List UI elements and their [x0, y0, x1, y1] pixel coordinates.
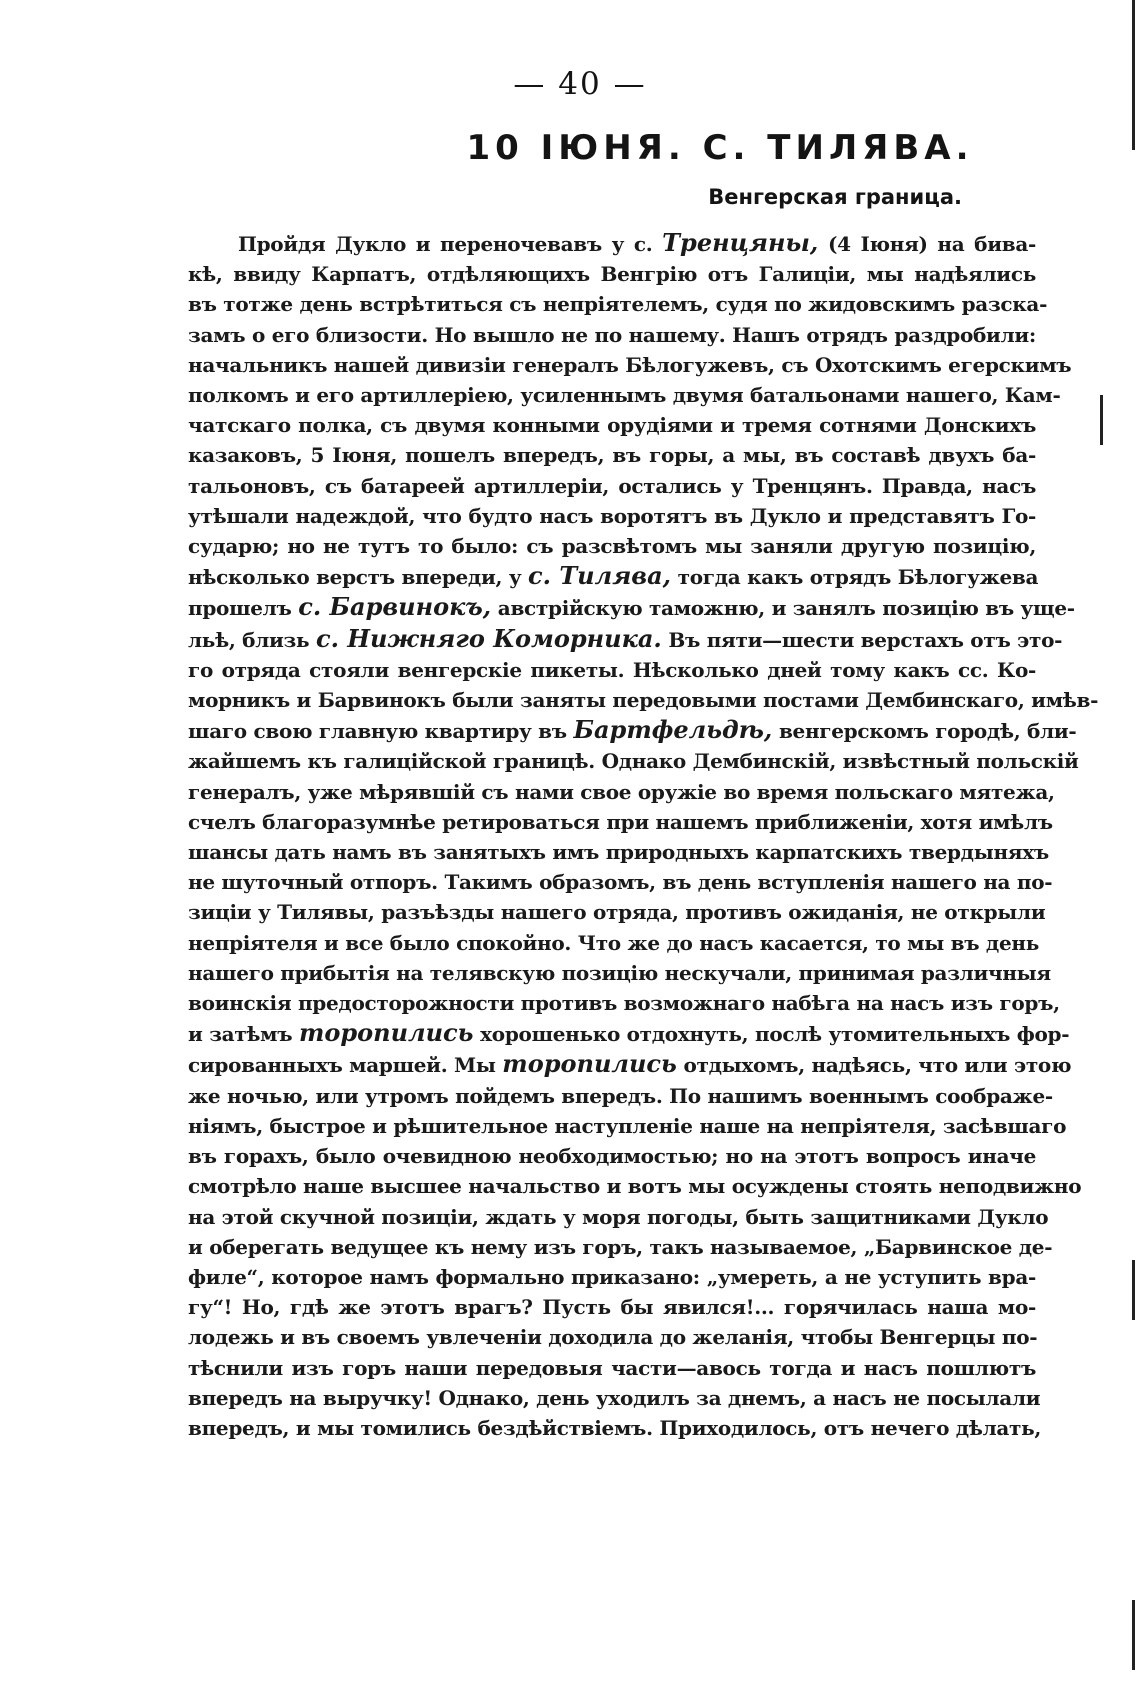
- text-segment: жайшемъ къ галиційской границѣ. Однако Дембинскій, извѣстный польскій: [188, 749, 1079, 774]
- text-segment: льѣ, близь: [188, 627, 316, 652]
- text-line: [188, 1171, 1082, 1201]
- text-line: [188, 1292, 1036, 1322]
- text-line: [188, 228, 1036, 259]
- text-segment: хорошенько отдохнуть, послѣ утомительныхъ фор-: [473, 1022, 1070, 1047]
- text-line: [188, 1202, 1049, 1232]
- text-line: [188, 259, 1036, 289]
- text-segment: го отряда стояли венгерскіе пикеты. Нѣсколько дней тому какъ сс. Ко-: [188, 657, 1036, 682]
- body-text: [188, 228, 1099, 1443]
- text-segment: замъ о его близости. Но вышло не по нашему. Нашъ отрядъ раздробили:: [188, 322, 1036, 347]
- page-number: — 40 —: [513, 66, 647, 102]
- text-line: [188, 1018, 1070, 1049]
- text-line: [188, 777, 1055, 807]
- text-segment: нѣсколько верстъ впереди, у: [188, 565, 528, 590]
- scan-edge-mark: [1132, 1600, 1135, 1670]
- text-line: [188, 1413, 1042, 1443]
- text-line: [188, 807, 1053, 837]
- text-segment: прошелъ: [188, 596, 299, 621]
- text-segment: филе“, которое намъ формально приказано: „умереть, а не уступить вра-: [188, 1264, 1036, 1289]
- text-segment: отдыхомъ, надѣясь, что или этою: [676, 1053, 1072, 1078]
- text-line: [188, 592, 1075, 623]
- text-segment: не шуточный отпоръ. Такимъ образомъ, въ день вступленія нашего на по-: [188, 870, 1053, 895]
- text-line: [188, 988, 1060, 1018]
- text-line: [188, 440, 1036, 470]
- text-line: [188, 380, 1061, 410]
- text-segment: воинскія предосторожности противъ возможнаго набѣга на насъ изъ горъ,: [188, 991, 1060, 1016]
- text-segment: въ горахъ, было очевидною необходимостью; но на этотъ вопросъ иначе: [188, 1144, 1036, 1169]
- text-segment: (4 Іюня) на бива-: [818, 232, 1036, 256]
- chapter-title: 10 ІЮНЯ. С. ТИЛЯВА.: [466, 128, 974, 168]
- italic-text: с. Нижняго Коморника.: [315, 623, 662, 653]
- text-line: [188, 471, 1036, 501]
- text-segment: морникъ и Барвинокъ были заняты передовыми постами Дембинскаго, имѣв-: [188, 688, 1099, 713]
- text-segment: въ тотже день встрѣтиться съ непріятелемъ, судя по жидовскимъ разска-: [188, 292, 1048, 317]
- text-segment: тальоновъ, съ батареей артиллеріи, остались у Тренцянъ. Правда, насъ: [188, 473, 1036, 498]
- text-segment: зиціи у Тилявы, разъѣзды нашего отряда, противъ ожиданія, не открыли: [188, 900, 1046, 925]
- text-segment: на этой скучной позиціи, ждать у моря погоды, быть защитниками Дукло: [188, 1204, 1049, 1229]
- text-line: [188, 746, 1079, 776]
- text-segment: тогда какъ отрядъ Бѣлогужева: [670, 565, 1039, 590]
- text-line: [188, 1232, 1053, 1262]
- text-segment: впередъ на выручку! Однако, день уходилъ за днемъ, а насъ не посылали: [188, 1385, 1041, 1410]
- text-line: [188, 320, 1036, 350]
- text-line: [188, 350, 1072, 380]
- text-line: [188, 1322, 1036, 1352]
- text-segment: утѣшали надеждой, что будто насъ воротятъ въ Дукло и представятъ Го-: [188, 503, 1036, 528]
- text-segment: впередъ, и мы томились бездѣйствіемъ. Приходилось, отъ нечего дѣлать,: [188, 1415, 1042, 1440]
- text-segment: полкомъ и его артиллеріею, усиленнымъ двумя батальонами нашего, Кам-: [188, 383, 1061, 408]
- text-line: [188, 685, 1099, 715]
- italic-text: с. Тилява,: [528, 561, 671, 591]
- text-segment: венгерскомъ городѣ, бли-: [772, 719, 1077, 744]
- text-segment: шаго свою главную квартиру въ: [188, 719, 574, 744]
- italic-text: с. Барвинокъ,: [298, 592, 492, 622]
- text-segment: и оберегать ведущее къ нему изъ горъ, такъ называемое, „Барвинское де-: [188, 1234, 1053, 1259]
- text-line: [188, 1262, 1036, 1292]
- text-segment: австрійскую таможню, и занялъ позицію въ уще-: [491, 596, 1075, 621]
- text-segment: Въ пяти—шести верстахъ отъ это-: [661, 627, 1063, 652]
- text-segment: начальникъ нашей дивизіи генералъ Бѣлогужевъ, съ Охотскимъ егерскимъ: [188, 352, 1072, 377]
- text-segment: шансы дать намъ въ занятыхъ имъ природныхъ карпатскихъ твердыняхъ: [188, 840, 1049, 865]
- text-line: [188, 410, 1036, 440]
- text-line: [188, 715, 1077, 746]
- text-segment: нашего прибытія на телявскую позицію нескучали, принимая различныя: [188, 960, 1051, 985]
- scan-edge-mark: [1132, 1260, 1135, 1320]
- text-line: [188, 501, 1036, 531]
- text-segment: генералъ, уже мѣрявшій съ нами свое оружіе во время польскаго мятежа,: [188, 779, 1055, 804]
- text-segment: смотрѣло наше высшее начальство и вотъ мы осуждены стоять неподвижно: [188, 1174, 1082, 1199]
- text-line: [188, 928, 1039, 958]
- text-line: [188, 561, 1039, 592]
- text-line: [188, 867, 1053, 897]
- text-segment: казаковъ, 5 Іюня, пошелъ впередъ, въ горы, а мы, въ составѣ двухъ ба-: [188, 443, 1036, 468]
- italic-text: торопились: [502, 1049, 677, 1079]
- text-segment: кѣ, ввиду Карпатъ, отдѣляющихъ Венгрію отъ Галиціи, мы надѣялись: [188, 262, 1036, 287]
- text-segment: лодежь и въ своемъ увлеченіи доходила до желанія, чтобы Венгерцы по-: [188, 1325, 1038, 1350]
- text-line: [188, 958, 1051, 988]
- text-segment: чатскаго полка, съ двумя конными орудіями и тремя сотнями Донскихъ: [188, 413, 1036, 438]
- text-segment: ніямъ, быстрое и рѣшительное наступленіе наше на непріятеля, засѣвшаго: [188, 1113, 1067, 1138]
- scan-edge-mark: [1132, 0, 1135, 150]
- text-line: [188, 623, 1063, 655]
- text-segment: Пройдя Дукло и переночевавъ у с.: [238, 232, 663, 256]
- italic-text: Тренцяны,: [662, 228, 819, 257]
- text-line: [188, 897, 1046, 927]
- text-segment: и затѣмъ: [188, 1022, 299, 1047]
- text-line: [188, 1353, 1036, 1383]
- text-segment: сударю; но не тутъ то было: съ разсвѣтомъ мы заняли другую позицію,: [188, 534, 1036, 559]
- text-segment: счелъ благоразумнѣе ретироваться при нашемъ приближеніи, хотя имѣлъ: [188, 809, 1053, 834]
- text-line: [188, 1111, 1067, 1141]
- text-line: [188, 1049, 1072, 1080]
- text-line: [188, 655, 1036, 685]
- text-line: [188, 837, 1049, 867]
- text-segment: тѣснили изъ горъ наши передовыя части—авось тогда и насъ пошлютъ: [188, 1355, 1036, 1380]
- text-line: [188, 1081, 1053, 1111]
- text-line: [188, 1141, 1036, 1171]
- text-line: [188, 1383, 1041, 1413]
- text-line: [188, 531, 1036, 561]
- italic-text: Бартфельдѣ,: [573, 715, 773, 745]
- chapter-subtitle: Венгерская граница.: [708, 185, 962, 209]
- text-segment: же ночью, или утромъ пойдемъ впередъ. По нашимъ военнымъ соображе-: [188, 1083, 1053, 1108]
- italic-text: торопились: [298, 1018, 474, 1048]
- scan-edge-mark: [1100, 395, 1103, 445]
- text-segment: сированныхъ маршей. Мы: [188, 1053, 503, 1078]
- text-segment: непріятеля и все было спокойно. Что же до насъ касается, то мы въ день: [188, 930, 1039, 955]
- text-line: [188, 289, 1048, 319]
- text-segment: гу“! Но, гдѣ же этотъ врагъ? Пусть бы явился!... горячилась наша мо-: [188, 1295, 1036, 1320]
